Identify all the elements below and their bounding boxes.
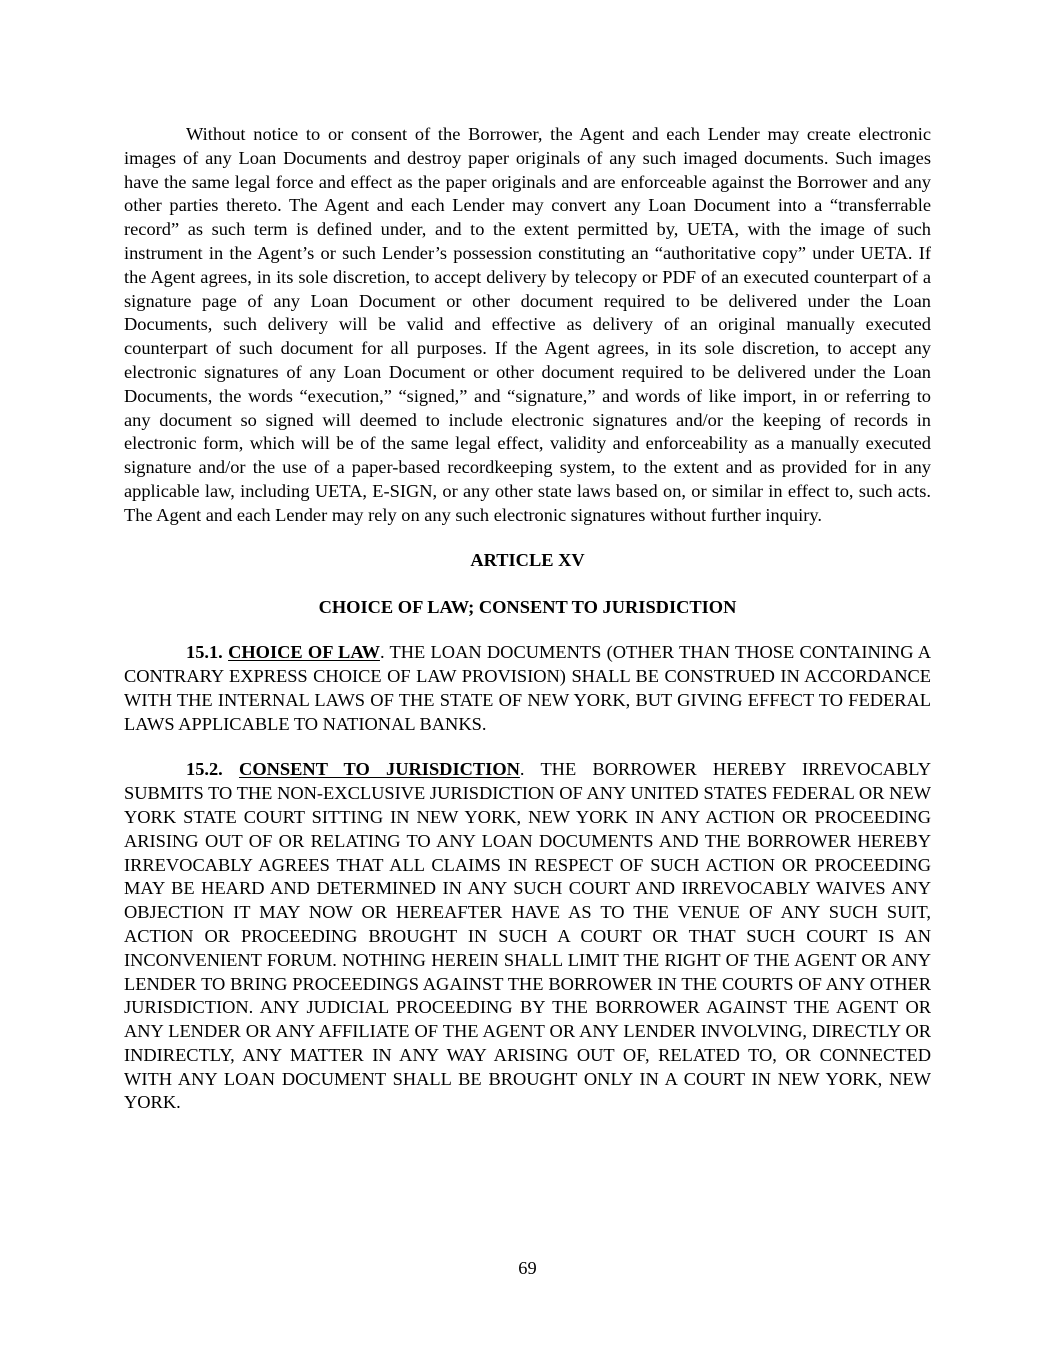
- section-15-2: [124, 758, 931, 1115]
- section-title-punct: .: [519, 759, 525, 780]
- section-number: 15.2.: [186, 759, 223, 780]
- section-title: CHOICE OF LAW: [228, 642, 380, 663]
- article-title: CHOICE OF LAW; CONSENT TO JURISDICTION: [318, 597, 737, 618]
- section-number: 15.1.: [186, 642, 223, 663]
- page-number: 69: [518, 1258, 537, 1278]
- section-15-1: [124, 641, 931, 736]
- section-body: THE BORROWER HEREBY IRREVOCABLY SUBMITS TO THE NON-EXCLUSIVE JURISDICTION OF ANY UNITED STATES FEDERAL OR NEW YORK STATE COURT SITTING IN NEW YORK, NEW YORK IN ANY ACTION OR PROCEEDING ARISING OUT OF OR RELATING TO ANY LOAN DOCUMENTS AND THE BORROWER HEREBY IRREVOCABLY AGREES THAT ALL CLAIMS IN RESPECT OF SUCH ACTION OR PROCEEDING MAY BE HEARD AND DETERMINED IN ANY SUCH COURT AND IRREVOCABLY WAIVES ANY OBJECTION IT MAY NOW OR HEREAFTER HAVE AS TO THE VENUE OF ANY SUCH SUIT, ACTION OR PROCEEDING BROUGHT IN SUCH A COURT OR THAT SUCH COURT IS AN INCONVENIENT FORUM. NOTHING HEREIN SHALL LIMIT THE RIGHT OF THE AGENT OR ANY LENDER TO BRING PROCEEDINGS AGAINST THE BORROWER IN THE COURTS OF ANY OTHER JURISDICTION. ANY JUDICIAL PROCEEDING BY THE BORROWER AGAINST THE AGENT OR ANY LENDER OR ANY AFFILIATE OF THE AGENT OR ANY LENDER INVOLVING, DIRECTLY OR INDIRECTLY, ANY MATTER IN ANY WAY ARISING OUT OF, RELATED TO, OR CONNECTED WITH ANY LOAN DOCUMENT SHALL BE BROUGHT ONLY IN A COURT IN NEW YORK, NEW YORK.: [124, 759, 931, 1113]
- article-heading: ARTICLE XV: [470, 549, 585, 570]
- document-page: [124, 123, 931, 1115]
- section-title-punct: .: [379, 642, 385, 663]
- section-body: THE LOAN DOCUMENTS (OTHER THAN THOSE CONTAINING A CONTRARY EXPRESS CHOICE OF LAW PROVISION) SHALL BE CONSTRUED IN ACCORDANCE WITH THE INTERNAL LAWS OF THE STATE OF NEW YORK, BUT GIVING EFFECT TO FEDERAL LAWS APPLICABLE TO NATIONAL BANKS.: [124, 642, 932, 734]
- intro-paragraph: Without notice to or consent of the Borrower, the Agent and each Lender may create electronic images of any Loan Documents and destroy paper originals of any such imaged documents. Such images have the same legal force and effect as the paper originals and are enforceable against the Borrower and any other parties thereto. The Agent and each Lender may convert any Loan Document into a “transferrable record” as such term is defined under, and to the extent permitted by, UETA, with the image of such instrument in the Agent’s or such Lender’s possession constituting an “authoritative copy” under UETA. If the Agent agrees, in its sole discretion, to accept delivery by telecopy or PDF of an executed counterpart of a signature page of any Loan Document or other document required to be delivered under the Loan Documents, such delivery will be valid and effective as delivery of an original manually executed counterpart of such document for all purposes. If the Agent agrees, in its sole discretion, to accept any electronic signatures of any Loan Document or other document required to be delivered under the Loan Documents, the words “execution,” “signed,” and “signature,” and words of like import, in or referring to any document so signed will deemed to include electronic signatures and/or the keeping of records in electronic form, which will be of the same legal effect, validity and enforceability as a manually executed signature and/or the use of a paper-based recordkeeping system, to the extent and as provided for in any applicable law, including UETA, E-SIGN, or any other state laws based on, or similar in effect to, such acts. The Agent and each Lender may rely on any such electronic signatures without further inquiry.: [124, 124, 931, 525]
- section-title: CONSENT TO JURISDICTION: [239, 759, 520, 780]
